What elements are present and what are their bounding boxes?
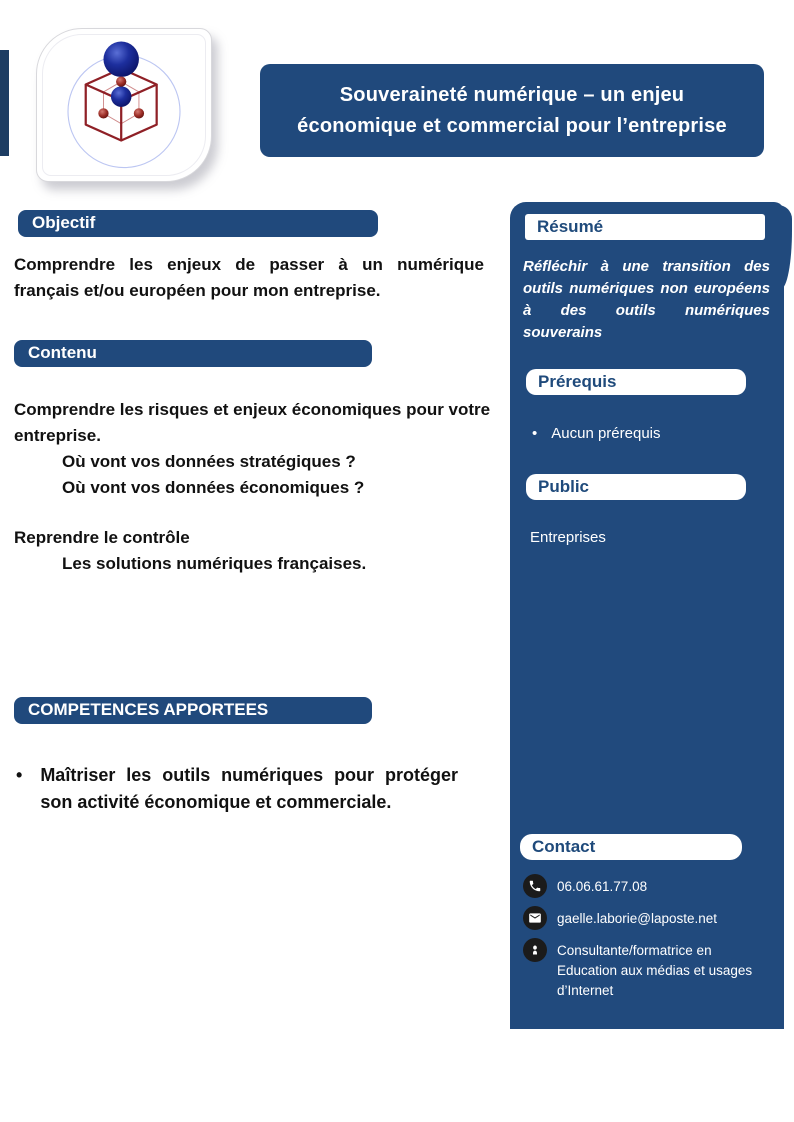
sidebar-heading-label: Public [538,477,590,496]
prerequis-item [532,424,661,444]
prerequis-item-text: Aucun prérequis [551,425,661,442]
competences-bullet-item [16,762,458,816]
contenu-subline: Où vont vos données stratégiques ? [62,452,356,471]
sidebar-heading-public [526,474,746,500]
section-heading-label: Objectif [32,213,96,232]
contenu-paragraph: Reprendre le contrôle [14,528,190,547]
section-heading-contenu [14,340,372,367]
competences-bullet-text: • Maîtriser les outils numériques pour protéger son activité économique et commerciale. [40,765,458,812]
section-heading-label: Contenu [28,343,97,362]
title-banner [260,64,764,157]
contenu-paragraph: Comprendre les risques et enjeux économiques pour votre entreprise. [14,400,491,445]
sidebar-heading-resume [525,214,765,240]
objectif-body-text: Comprendre les enjeux de passer à un numérique français et/ou européen pour mon entreprise. [14,255,484,300]
logo-card [36,28,212,182]
contact-rows [523,874,773,1001]
contact-email-address[interactable]: gaelle.laborie@laposte.net [557,911,718,926]
section-heading-objectif [18,210,378,237]
contenu-subline: Où vont vos données économiques ? [62,478,365,497]
section-heading-competences [14,697,372,724]
cube-network-logo [54,35,194,175]
contact-role-text: Consultante/formatrice en Education aux médias et usages d’Internet [557,943,753,998]
sidebar-panel [510,202,784,1029]
left-accent-bar [0,50,9,156]
sidebar-heading-label: Contact [532,837,596,856]
panel-fold-corner [776,205,792,289]
resume-body-text: Réfléchir à une transition des outils numériques non européens à des outils numériques souverains [523,258,770,341]
contact-phone-number: 06.06.61.77.08 [557,879,648,894]
sidebar-heading-prerequis [526,369,746,395]
blank-line [14,501,494,525]
document-title: Souveraineté numérique – un enjeu économique et commercial pour l’entreprise [297,83,727,137]
contact-email-row [523,906,773,930]
contact-phone-row [523,874,773,898]
sidebar-heading-label: Résumé [537,217,604,236]
contenu-body-text [14,397,494,577]
contact-role-row [523,938,773,1001]
contenu-subline: Les solutions numériques françaises. [62,554,367,573]
section-heading-label: COMPETENCES APPORTEES [28,700,269,719]
phone-icon [523,874,547,898]
sidebar-heading-label: Prérequis [538,372,617,391]
email-icon [523,906,547,930]
sidebar-heading-contact [520,834,742,860]
public-item: Entreprises [530,529,606,546]
person-icon [523,938,547,962]
